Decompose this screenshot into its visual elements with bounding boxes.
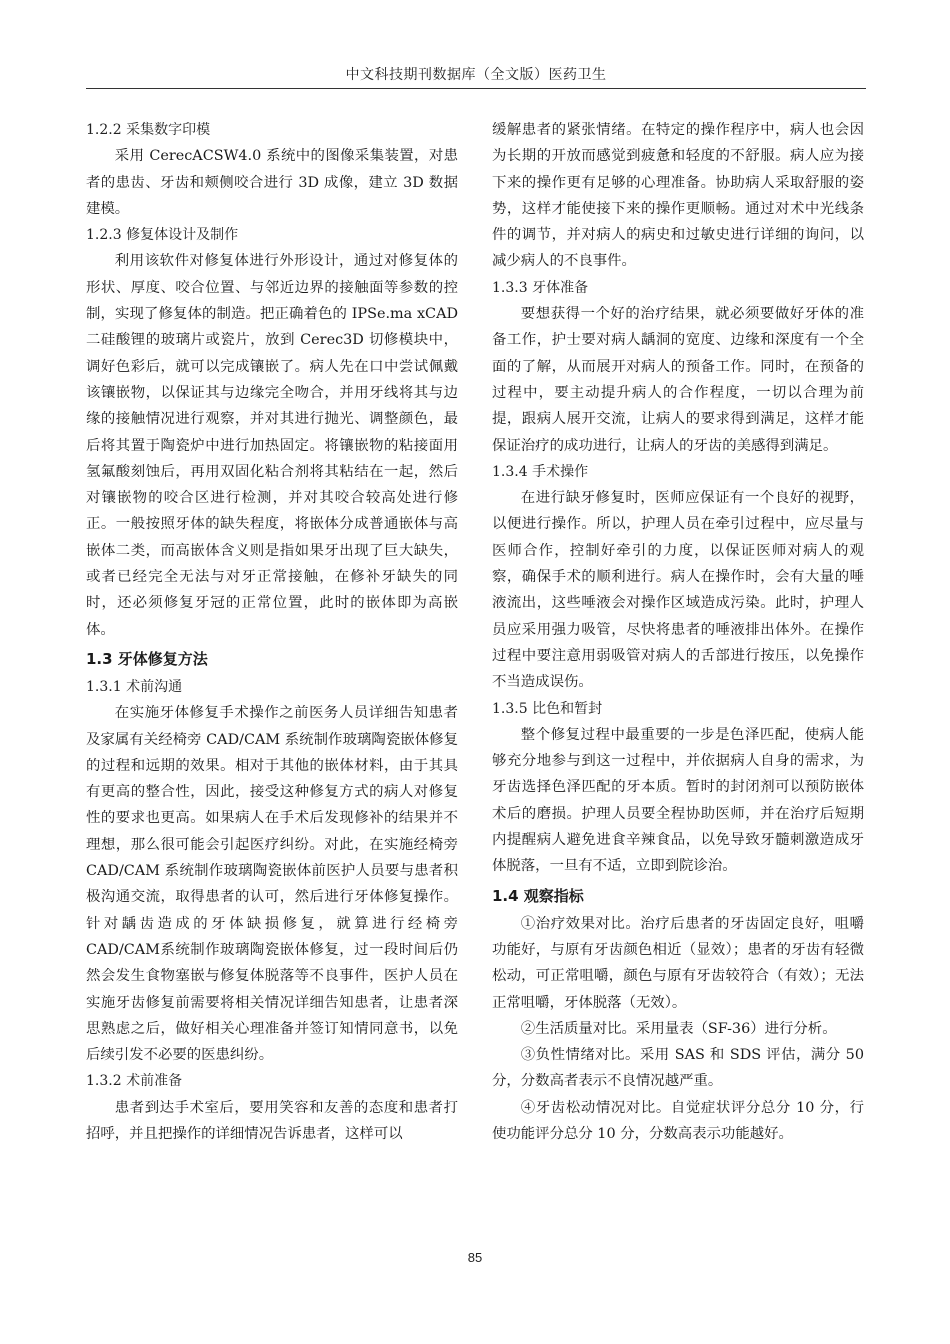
paragraph-1-2-3: 利用该软件对修复体进行外形设计，通过对修复体的形状、厚度、咬合位置、与邻近边界的接触面等参数的控制，实现了修复体的制造。把正确着色的 IPSe.ma xCAD 二硅酸锂的玻璃片或瓷片，放到 Cerec3D 切修模块中，调好色彩后，就可以完成镶嵌了。病人先在口中尝试佩戴该镶嵌物，以保证其与边缘完全吻合，并用牙线将其与边缘的接触情况进行观察，并对其进行抛光、调整颜色，最后将其置于陶瓷炉中进行加热固定。将镶嵌物的粘接面用氢氟酸刻蚀后，再用双固化粘合剂将其粘结在一起，然后对镶嵌物的咬合区进行检测，并对其咬合较高处进行修正。一般按照牙体的缺失程度，将嵌体分成普通嵌体与高嵌体二类，而高嵌体含义则是指如果牙出现了巨大缺失，或者已经完全无法与对牙正常接触，在修补牙缺失的同时，还必须修复牙冠的正常位置，此时的嵌体即为高嵌体。 xyxy=(86,253,458,638)
paragraph-1-2-2: 采用 CerecACSW4.0 系统中的图像采集装置，对患者的患齿、牙齿和颊侧咬合进行 3D 成像，建立 3D 数据建模。 xyxy=(86,148,458,217)
page-number: 85 xyxy=(467,1250,483,1265)
indicator-item-3: ③负性情绪对比。采用 SAS 和 SDS 评估，满分 50 分，分数高者表示不良情况越严重。 xyxy=(492,1047,864,1090)
subsection-title-1-3-2: 1.3.2 术前准备 xyxy=(86,1073,183,1090)
paragraph-1-3-1: 在实施牙体修复手术操作之前医务人员详细告知患者及家属有关经椅旁 CAD/CAM 系统制作玻璃陶瓷嵌体修复的过程和远期的效果。相对于其他的嵌体材料，由于其具有更高的整合性，因此，接受这种修复方式的病人对修复性的要求也更高。如果病人在手术后发现修补的结果并不理想，那么很可能会引起医疗纠纷。对此，在实施经椅旁 CAD/CAM 系统制作玻璃陶瓷嵌体前医护人员要与患者积极沟通交流，取得患者的认可，然后进行牙体修复操作。针对龋齿造成的牙体缺损修复，就算进行经椅旁CAD/CAM系统制作玻璃陶瓷嵌体修复，过一段时间后仍然会发生食物塞嵌与修复体脱落等不良事件，医护人员在实施牙齿修复前需要将相关情况详细告知患者，让患者深思熟虑之后，做好相关心理准备并签订知情同意书，以免后续引发不必要的医患纠纷。 xyxy=(86,705,458,1064)
running-header: 中文科技期刊数据库（全文版）医药卫生 xyxy=(345,67,607,83)
right-column xyxy=(492,117,864,1147)
subsection-title-1-3-5: 1.3.5 比色和暂封 xyxy=(492,700,603,717)
subsection-title-1-2-3: 1.2.3 修复体设计及制作 xyxy=(86,227,239,244)
subsection-title-1-3-3: 1.3.3 牙体准备 xyxy=(492,279,589,296)
paragraph-1-3-2: 患者到达手术室后，要用笑容和友善的态度和患者打招呼，并且把操作的详细情况告诉患者，这样可以 xyxy=(86,1099,458,1142)
section-title-1-4: 1.4 观察指标 xyxy=(492,886,584,905)
indicator-item-1: ①治疗效果对比。治疗后患者的牙齿固定良好，咀嚼功能好，与原有牙齿颜色相近（显效）；患者的牙齿有轻微松动，可正常咀嚼，颜色与原有牙齿较符合（有效）；无法正常咀嚼，牙体脱落（无效）。 xyxy=(492,915,864,1011)
indicator-item-4: ④牙齿松动情况对比。自觉症状评分总分 10 分，行使功能评分总分 10 分，分数高表示功能越好。 xyxy=(492,1099,864,1142)
subsection-title-1-3-1: 1.3.1 术前沟通 xyxy=(86,678,183,695)
subsection-title-1-3-4: 1.3.4 手术操作 xyxy=(492,463,589,480)
paragraph-1-3-2-continued: 缓解患者的紧张情绪。在特定的操作程序中，病人也会因为长期的开放而感觉到疲惫和轻度的不舒服。病人应为接下来的操作更有足够的心理准备。协助病人采取舒服的姿势，这样才能使接下来的操作更顺畅。通过对术中光线条件的调节，并对病人的病史和过敏史进行详细的询问，以减少病人的不良事件。 xyxy=(492,122,864,270)
section-title-1-3: 1.3 牙体修复方法 xyxy=(86,649,208,668)
header-rule xyxy=(86,88,866,89)
paragraph-1-3-3: 要想获得一个好的治疗结果，就必须要做好牙体的准备工作，护士要对病人龋洞的宽度、边缘和深度有一个全面的了解，从而展开对病人的预备工作。同时，在预备的过程中，要主动提升病人的合作程度，一切以合理为前提，跟病人展开交流，让病人的要求得到满足，这样才能保证治疗的成功进行，让病人的牙齿的美感得到满足。 xyxy=(492,306,864,454)
paragraph-1-3-4: 在进行缺牙修复时，医师应保证有一个良好的视野，以便进行操作。所以，护理人员在牵引过程中，应尽量与医师合作，控制好牵引的力度，以保证医师对病人的观察，确保手术的顺利进行。病人在操作时，会有大量的唾液流出，这些唾液会对操作区域造成污染。此时，护理人员应采用强力吸管，尽快将患者的唾液排出体外。在操作过程中要注意用弱吸管对病人的舌部进行按压，以免操作不当造成误伤。 xyxy=(492,490,864,691)
paragraph-1-3-5: 整个修复过程中最重要的一步是色泽匹配，使病人能够充分地参与到这一过程中，并依据病人自身的需求，为牙齿选择色泽匹配的牙本质。暂时的封闭剂可以预防嵌体术后的磨损。护理人员要全程协助医师，并在治疗后短期内提醒病人避免进食辛辣食品，以免导致牙髓刺激造成牙体脱落，一旦有不适，立即到院诊治。 xyxy=(492,726,864,875)
left-column xyxy=(86,117,458,1147)
indicator-item-2: ②生活质量对比。采用量表（SF-36）进行分析。 xyxy=(520,1020,837,1037)
subsection-title-1-2-2: 1.2.2 采集数字印模 xyxy=(86,122,211,138)
